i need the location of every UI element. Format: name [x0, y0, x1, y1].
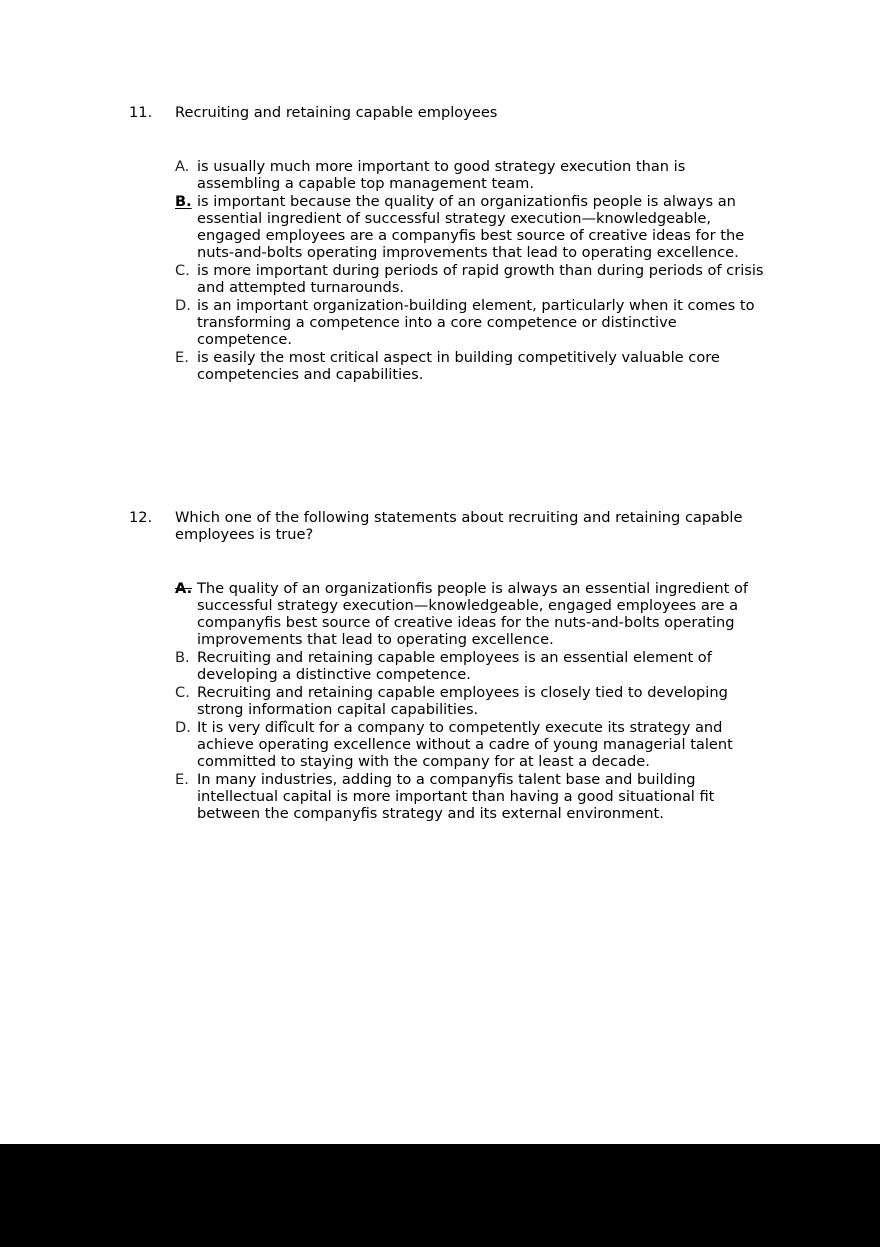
question-text: Recruiting and retaining capable employees — [175, 104, 498, 121]
option-text: is an important organization-building element, particularly when it comes to transforming a competence into a core competence or distinctive competence. — [197, 297, 755, 348]
option-text: is important because the quality of an organizationfis people is always an essential ingredient of successful strategy execution—knowledgeable, engaged employees are a companyfis best source of creative ideas for the nuts-and-bolts operating improvements that lead to operating excellence. — [197, 193, 745, 261]
option-text: It is very difîcult for a company to competently execute its strategy and achieve operating excellence without a cadre of young managerial talent committed to staying with the company for at least a decade. — [197, 719, 733, 770]
option-letter: E. — [175, 349, 189, 366]
option-letter: C. — [175, 262, 190, 279]
option-d — [175, 297, 765, 348]
option-c — [175, 684, 775, 718]
option-text: The quality of an organizationfis people is always an essential ingredient of successful strategy execution—knowledgeable, engaged employees are a companyfis best source of creative ideas for the nuts-and-bolts operating improvements that lead to operating excellence. — [197, 580, 749, 648]
question-12 — [0, 509, 880, 823]
marked-answer-letter: A. — [175, 580, 193, 597]
option-text: is usually much more important to good strategy execution than is assembling a capable top management team. — [197, 158, 686, 192]
bottom-black-band — [0, 1144, 880, 1247]
marked-answer-letter: B. — [175, 193, 192, 210]
option-letter: B. — [175, 649, 190, 666]
option-e — [175, 349, 765, 383]
option-c — [175, 262, 765, 296]
answer-options — [175, 580, 775, 822]
question-header — [0, 104, 880, 121]
option-b — [175, 649, 775, 683]
option-e — [175, 771, 775, 822]
option-text: Recruiting and retaining capable employees is an essential element of developing a distinctive competence. — [197, 649, 712, 683]
option-letter: E. — [175, 771, 189, 788]
question-text: Which one of the following statements about recruiting and retaining capable employees is true? — [175, 509, 743, 543]
option-text: is easily the most critical aspect in building competitively valuable core competencies and capabilities. — [197, 349, 720, 383]
option-text: In many industries, adding to a companyfis talent base and building intellectual capital is more important than having a good situational fit between the companyfis strategy and its external environment. — [197, 771, 715, 822]
option-letter: D. — [175, 719, 191, 736]
option-a — [175, 158, 765, 192]
question-11 — [0, 104, 880, 384]
question-number: 11. — [129, 104, 153, 121]
option-letter: D. — [175, 297, 191, 314]
option-text: is more important during periods of rapid growth than during periods of crisis and attempted turnarounds. — [197, 262, 764, 296]
option-d — [175, 719, 775, 770]
option-letter: C. — [175, 684, 190, 701]
option-b-marked-answer — [175, 193, 765, 261]
option-text: Recruiting and retaining capable employees is closely tied to developing strong information capital capabilities. — [197, 684, 728, 718]
option-letter: A. — [175, 158, 190, 175]
question-number: 12. — [129, 509, 153, 526]
answer-options — [175, 158, 765, 383]
option-a-marked-answer — [175, 580, 775, 648]
question-header — [0, 509, 880, 543]
